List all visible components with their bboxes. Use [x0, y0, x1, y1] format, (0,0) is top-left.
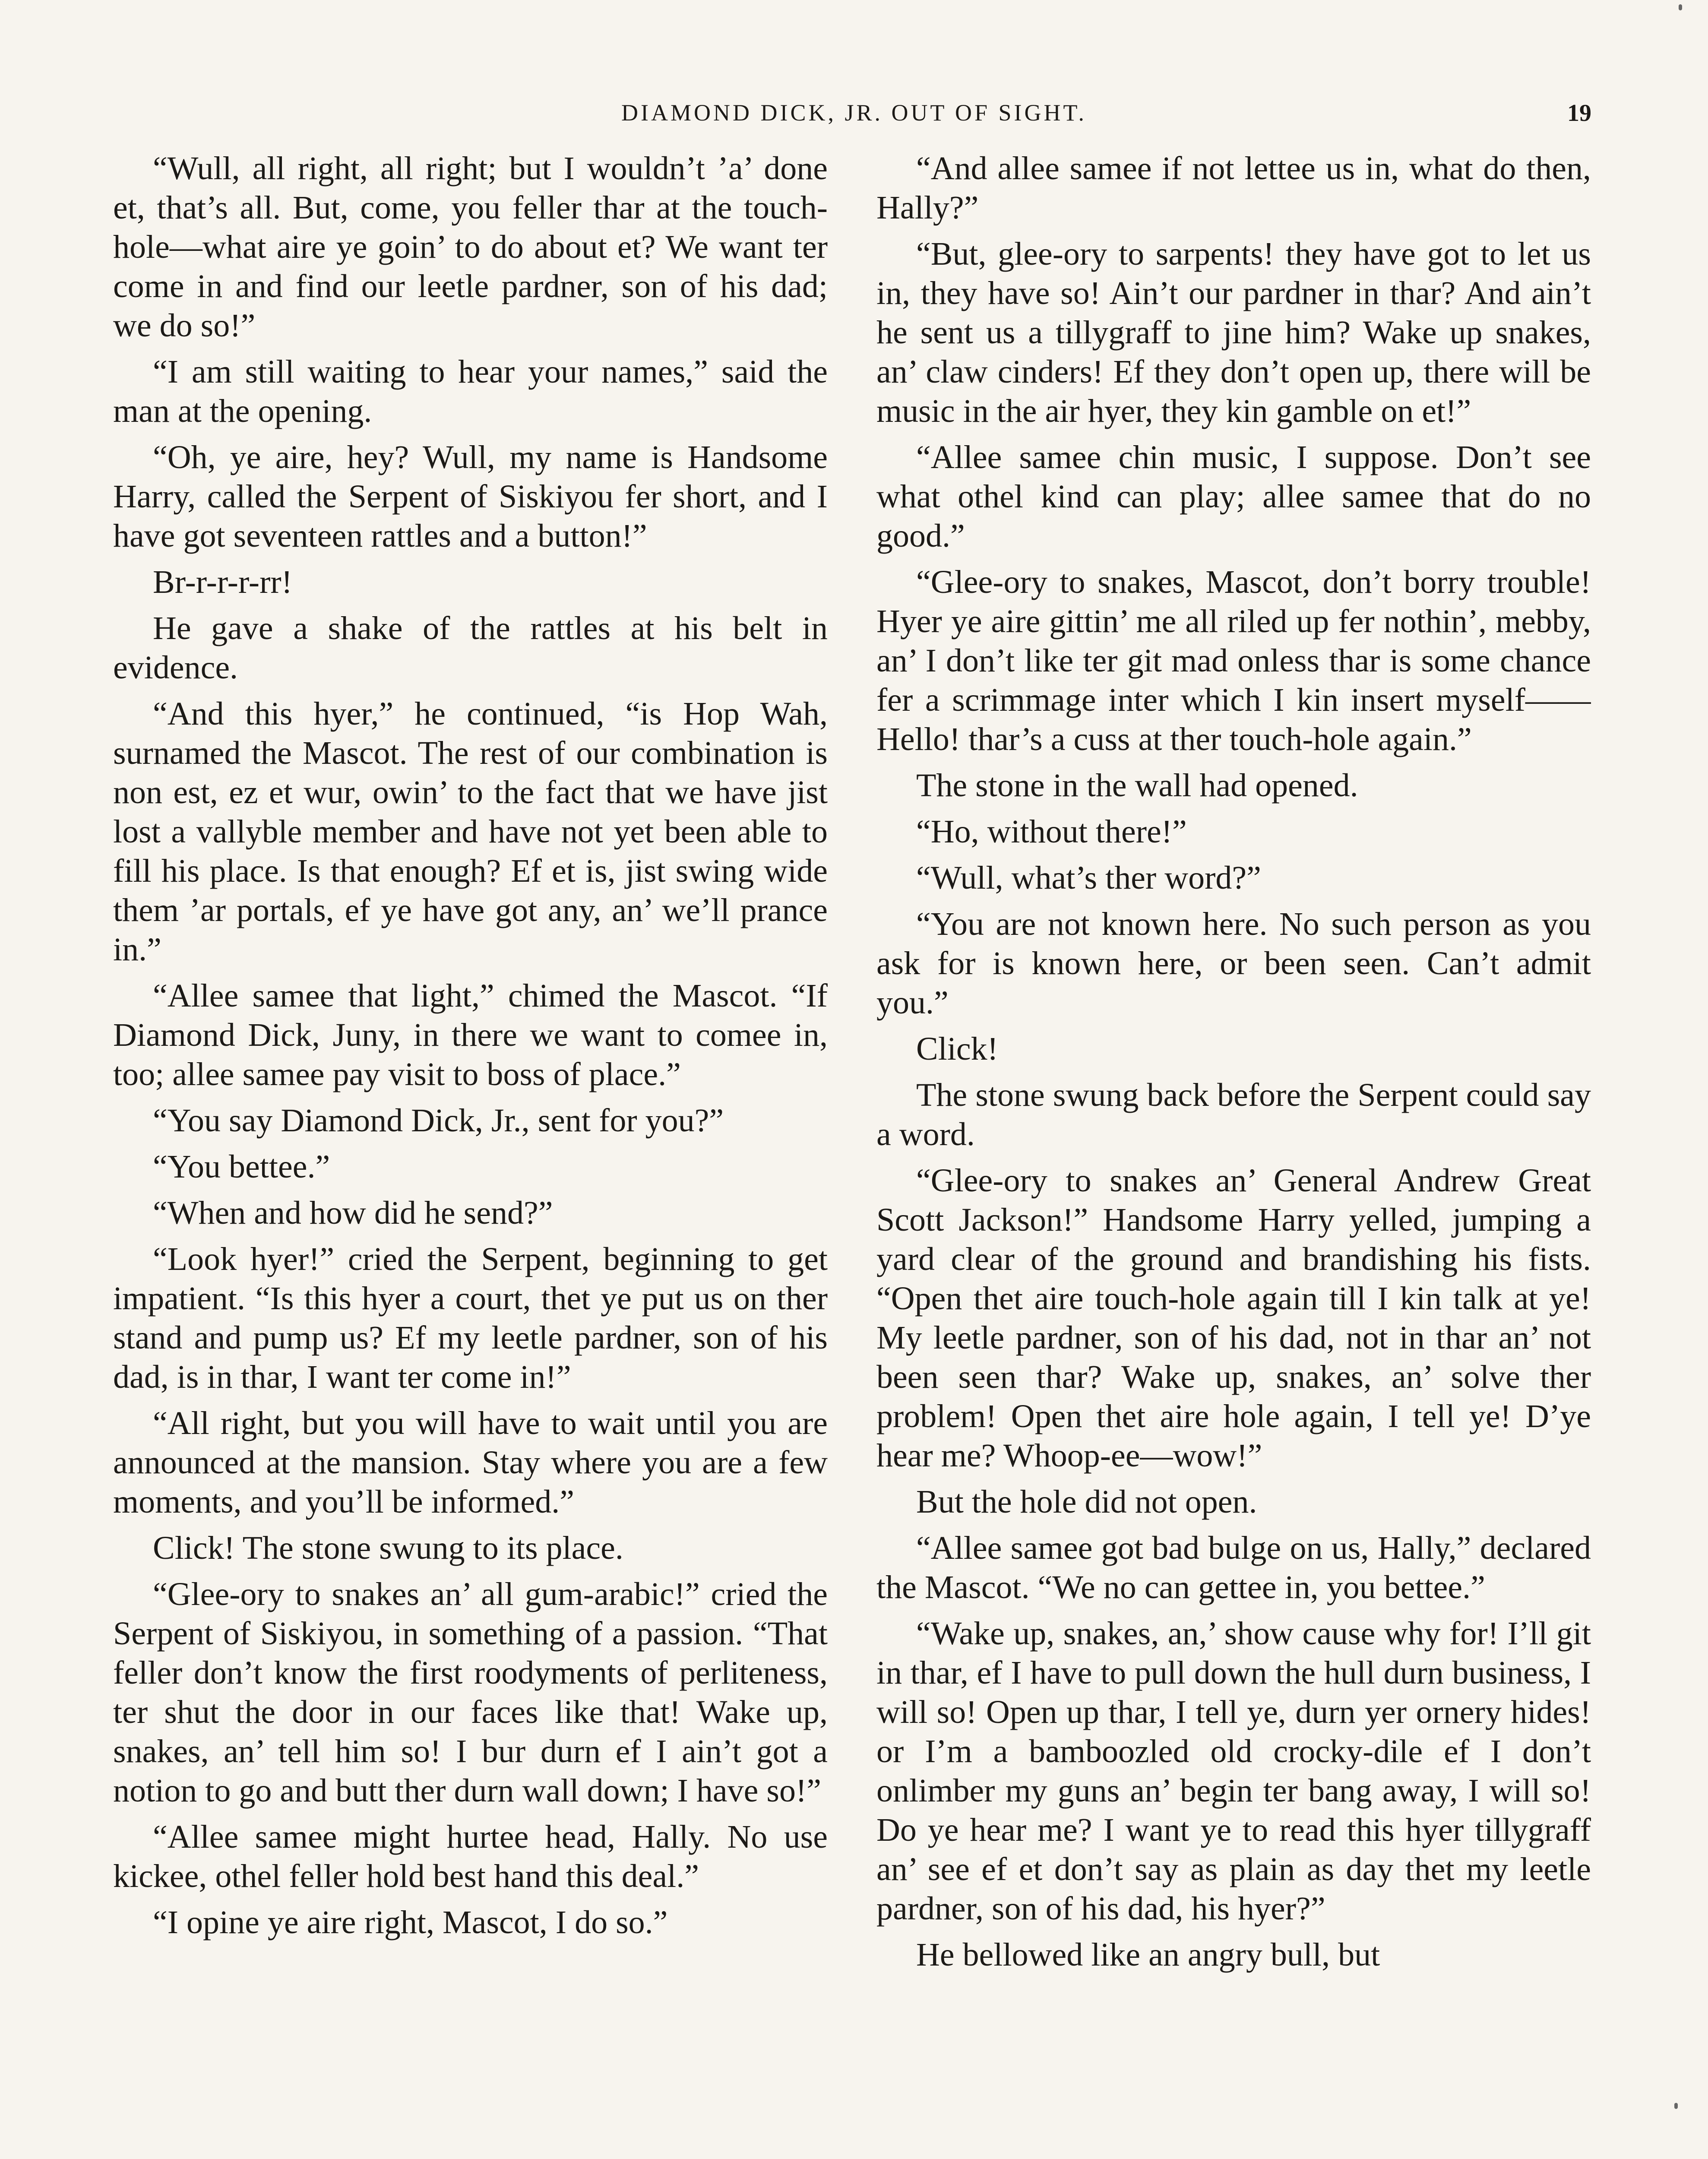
paragraph: “Allee samee chin music, I suppose. Don’t see what othel kind can play; allee samee that do no good.”	[876, 439, 1591, 554]
paragraph: “Ho, without there!”	[916, 814, 1187, 850]
paragraph: “Allee samee that light,” chimed the Mascot. “If Diamond Dick, Juny, in there we want to comee in, too; allee samee pay visit to boss of place.”	[113, 978, 828, 1092]
paragraph: “Glee-ory to snakes, Mascot, don’t borry trouble! Hyer ye aire gittin’ me all riled up fer nothin’, mebby, an’ I don’t like ter git mad onless thar is some chance fer a scrimmage inter which I kin insert myself—— Hello! thar’s a cuss at ther touch-hole again.”	[876, 564, 1591, 757]
paragraph: “Wake up, snakes, an,’ show cause why for! I’ll git in thar, ef I have to pull down the hull durn business, I will so! Open up thar, I tell ye, durn yer ornery hides! or I’m a bamboozled old crocky-dile ef I don’t onlimber my guns an’ begin ter bang away, I will so! Do ye hear me? I want ye to read this hyer tillygraff an’ see ef et don’t say as plain as day thet my leetle pardner, son of his dad, his hyer?”	[876, 1615, 1591, 1927]
running-head	[0, 99, 1708, 138]
left-column	[113, 149, 828, 2159]
paragraph: “All right, but you will have to wait until you are announced at the mansion. Stay where you are a few moments, and you’ll be informed.”	[113, 1405, 828, 1520]
paragraph: “And allee samee if not lettee us in, what do then, Hally?”	[876, 150, 1591, 226]
paragraph: “Allee samee got bad bulge on us, Hally,” declared the Mascot. “We no can gettee in, you bettee.”	[876, 1530, 1591, 1605]
paragraph: Click! The stone swung to its place.	[153, 1530, 623, 1566]
paragraph: “Wull, what’s ther word?”	[916, 860, 1261, 896]
paragraph: Click!	[916, 1031, 998, 1067]
paragraph: “You are not known here. No such person as you ask for is known here, or been seen. Can’t admit you.”	[876, 906, 1591, 1021]
paragraph: Br-r-r-r-rr!	[153, 564, 292, 600]
right-column	[876, 149, 1591, 2159]
paragraph: But the hole did not open.	[916, 1484, 1257, 1520]
paragraph: “I am still waiting to hear your names,” said the man at the opening.	[113, 354, 828, 429]
paragraph: “Glee-ory to snakes an’ General Andrew Great Scott Jackson!” Handsome Harry yelled, jumping a yard clear of the ground and brandishing his fists. “Open thet aire touch-hole again till I kin talk at ye! My leetle pardner, son of his dad, not in thar an’ not been seen thar? Wake up, snakes, an’ solve ther problem! Open thet aire hole again, I tell ye! D’ye hear me? Whoop-ee—wow!”	[876, 1162, 1591, 1474]
running-title: DIAMOND DICK, JR. OUT OF SIGHT.	[621, 100, 1087, 126]
paragraph: He gave a shake of the rattles at his belt in evidence.	[113, 610, 828, 686]
paragraph: He bellowed like an angry bull, but	[916, 1937, 1380, 1973]
paper-speck	[1679, 4, 1682, 10]
page-number: 19	[1567, 100, 1591, 127]
paragraph: “And this hyer,” he continued, “is Hop Wah, surnamed the Mascot. The rest of our combination is non est, ez et wur, owin’ to the fact that we have jist lost a vallyble member and have not yet been able to fill his place. Is that enough? Ef et is, jist swing wide them ’ar portals, ef ye have got any, an’ we’ll prance in.”	[113, 696, 828, 968]
paragraph: “I opine ye aire right, Mascot, I do so.”	[153, 1904, 668, 1941]
paragraph: “You say Diamond Dick, Jr., sent for you?”	[153, 1102, 724, 1139]
paragraph: The stone in the wall had opened.	[916, 767, 1358, 804]
paragraph: “But, glee-ory to sarpents! they have got to let us in, they have so! Ain’t our pardner in thar? And ain’t he sent us a tillygraff to jine him? Wake up snakes, an’ claw cinders! Ef they don’t open up, there will be music in the air hyer, they kin gamble on et!”	[876, 236, 1591, 429]
paragraph: “Allee samee might hurtee head, Hally. No use kickee, othel feller hold best hand this deal.”	[113, 1819, 828, 1894]
paragraph: “Wull, all right, all right; but I wouldn’t ’a’ done et, that’s all. But, come, you feller thar at the touch-hole—what aire ye goin’ to do about et? We want ter come in and find our leetle pardner, son of his dad; we do so!”	[113, 150, 828, 344]
paragraph: “When and how did he send?”	[153, 1195, 553, 1231]
paper-speck	[1674, 2103, 1678, 2109]
paragraph: The stone swung back before the Serpent could say a word.	[876, 1077, 1591, 1152]
paragraph: “You bettee.”	[153, 1149, 330, 1185]
paragraph: “Glee-ory to snakes an’ all gum-arabic!” cried the Serpent of Siskiyou, in something of a passion. “That feller don’t know the first roodyments of perliteness, ter shut the door in our faces like that! Wake up, snakes, an’ tell him so! I bur durn ef I ain’t got a notion to go and butt ther durn wall down; I have so!”	[113, 1576, 828, 1809]
paragraph: “Oh, ye aire, hey? Wull, my name is Handsome Harry, called the Serpent of Siskiyou fer short, and I have got seventeen rattles and a button!”	[113, 439, 828, 554]
paragraph: “Look hyer!” cried the Serpent, beginning to get impatient. “Is this hyer a court, thet ye put us on ther stand and pump us? Ef my leetle pardner, son of his dad, is in thar, I want ter come in!”	[113, 1241, 828, 1395]
